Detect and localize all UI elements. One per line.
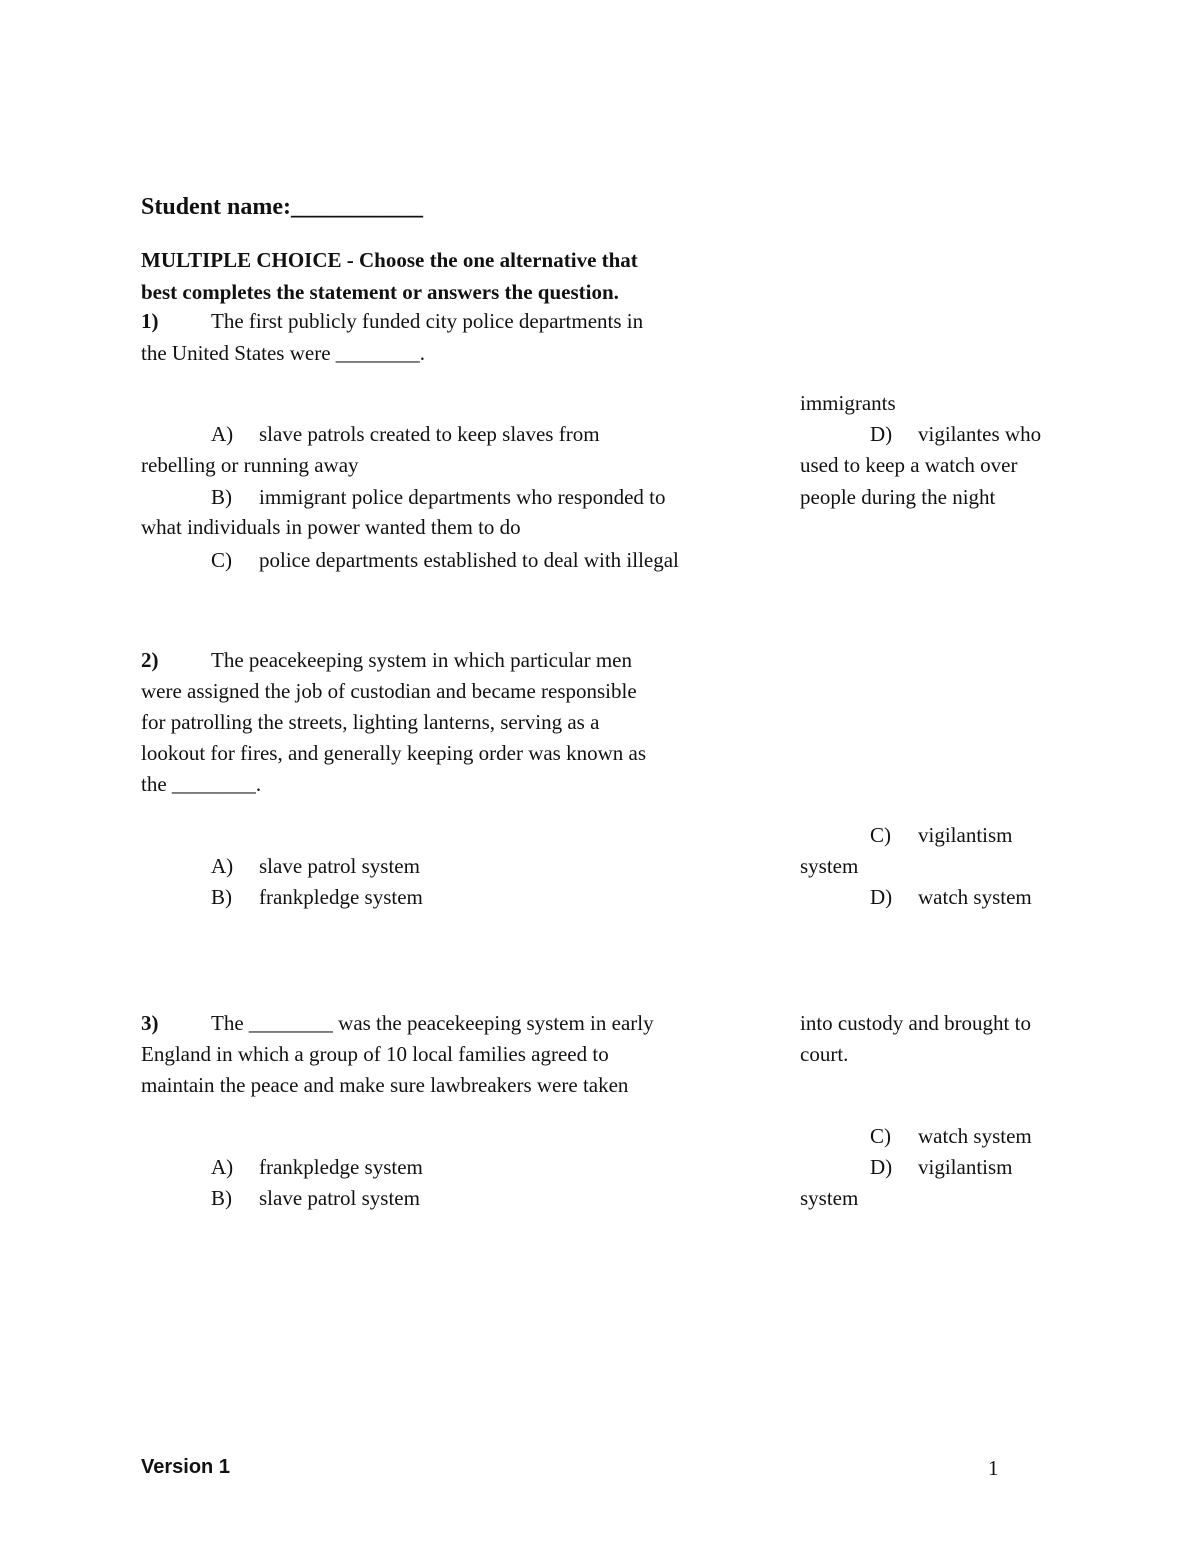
q2-option-d[interactable] bbox=[870, 882, 1032, 913]
q3-option-b-text: slave patrol system bbox=[259, 1186, 420, 1210]
q1-option-c-text-cont: immigrants bbox=[800, 391, 896, 415]
q1-option-a-text-cont: rebelling or running away bbox=[141, 453, 359, 477]
page-number: 1 bbox=[988, 1456, 999, 1480]
q3-option-a-letter: A) bbox=[211, 1155, 234, 1179]
q3-option-a-text: frankpledge system bbox=[259, 1155, 423, 1179]
question-3-stem-line-4: into custody and brought to bbox=[800, 1011, 1031, 1035]
q2-option-d-letter: D) bbox=[870, 885, 893, 909]
q3-option-c[interactable] bbox=[870, 1121, 1032, 1152]
question-1-number: 1) bbox=[141, 309, 159, 333]
q2-option-c[interactable] bbox=[870, 820, 1013, 851]
q1-option-d-letter: D) bbox=[870, 422, 893, 446]
q1-option-d-text-cont-1: used to keep a watch over bbox=[800, 453, 1018, 477]
q2-option-a-letter: A) bbox=[211, 854, 234, 878]
question-2-stem-line-4: lookout for fires, and generally keeping order was known as bbox=[141, 741, 647, 765]
q1-option-c-text: police departments established to deal with illegal bbox=[259, 548, 679, 572]
q2-option-b[interactable] bbox=[211, 882, 423, 913]
q2-option-a-text: slave patrol system bbox=[259, 854, 420, 878]
question-2-number: 2) bbox=[141, 648, 159, 672]
q3-option-d[interactable] bbox=[870, 1152, 1013, 1183]
q2-option-b-text: frankpledge system bbox=[259, 885, 423, 909]
question-2-stem-line-5: the ________. bbox=[141, 772, 262, 796]
question-3-number: 3) bbox=[141, 1011, 159, 1035]
q3-option-d-letter: D) bbox=[870, 1155, 893, 1179]
question-3-stem-line-2: England in which a group of 10 local families agreed to bbox=[141, 1042, 609, 1066]
question-3-stem-line-1: The ________ was the peacekeeping system in early bbox=[211, 1011, 654, 1035]
q3-option-d-text-cont: system bbox=[800, 1186, 859, 1210]
question-1-stem-line-1: The first publicly funded city police departments in bbox=[211, 309, 644, 333]
q3-option-c-letter: C) bbox=[870, 1124, 891, 1148]
q1-option-a[interactable] bbox=[211, 419, 600, 450]
question-2-stem-line-2: were assigned the job of custodian and became responsible bbox=[141, 679, 637, 703]
question-1-stem-line-2: the United States were ________. bbox=[141, 341, 426, 365]
q3-option-c-text: watch system bbox=[918, 1124, 1032, 1148]
q1-option-d-text-cont-2: people during the night bbox=[800, 485, 996, 509]
instructions-line-2: best completes the statement or answers the question. bbox=[141, 280, 619, 304]
q1-option-b-text: immigrant police departments who responded to bbox=[259, 485, 666, 509]
q3-option-b[interactable] bbox=[211, 1183, 420, 1214]
q1-option-b-text-cont: what individuals in power wanted them to do bbox=[141, 515, 521, 539]
question-2-stem-line-1: The peacekeeping system in which particular men bbox=[211, 648, 633, 672]
q3-option-b-letter: B) bbox=[211, 1186, 232, 1210]
q1-option-b-letter: B) bbox=[211, 485, 232, 509]
student-name-label: Student name:___________ bbox=[141, 194, 424, 220]
q2-option-b-letter: B) bbox=[211, 885, 232, 909]
question-2-stem-line-3: for patrolling the streets, lighting lanterns, serving as a bbox=[141, 710, 600, 734]
q3-option-d-text: vigilantism bbox=[918, 1155, 1013, 1179]
q1-option-d-text: vigilantes who bbox=[918, 422, 1042, 446]
q1-option-d[interactable] bbox=[870, 419, 1041, 450]
footer-version: Version 1 bbox=[141, 1456, 230, 1478]
q2-option-c-text-cont: system bbox=[800, 854, 859, 878]
q1-option-c[interactable] bbox=[211, 545, 679, 576]
question-3-stem-line-3: maintain the peace and make sure lawbreakers were taken bbox=[141, 1073, 629, 1097]
instructions-line-1: MULTIPLE CHOICE - Choose the one alternative that bbox=[141, 248, 638, 272]
q2-option-a[interactable] bbox=[211, 851, 420, 882]
q1-option-a-text: slave patrols created to keep slaves from bbox=[259, 422, 600, 446]
q3-option-a[interactable] bbox=[211, 1152, 423, 1183]
q2-option-c-letter: C) bbox=[870, 823, 891, 847]
q2-option-d-text: watch system bbox=[918, 885, 1032, 909]
question-3-stem-line-5: court. bbox=[800, 1042, 849, 1066]
q2-option-c-text: vigilantism bbox=[918, 823, 1013, 847]
q1-option-b[interactable] bbox=[211, 482, 666, 513]
q1-option-c-letter: C) bbox=[211, 548, 232, 572]
q1-option-a-letter: A) bbox=[211, 422, 234, 446]
